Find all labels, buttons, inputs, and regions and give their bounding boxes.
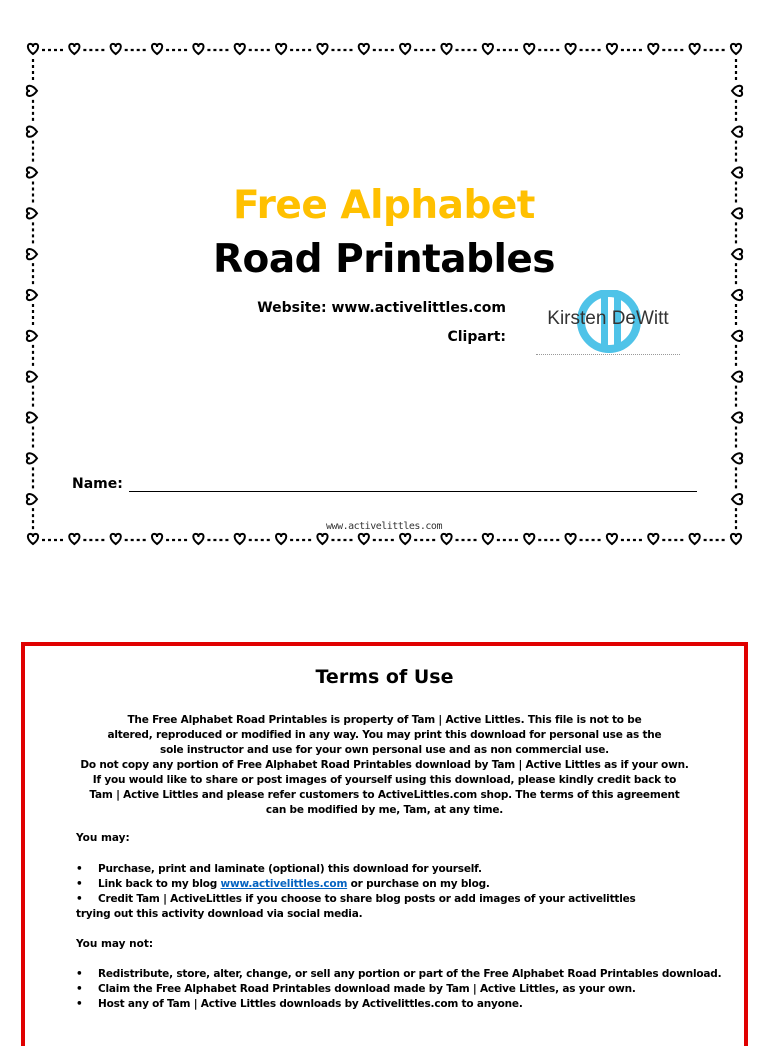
heart-icon <box>28 534 38 544</box>
heart-icon <box>441 534 451 544</box>
list-item <box>76 997 721 1012</box>
heart-icon <box>69 534 79 544</box>
you-may-not-list <box>76 967 721 1012</box>
heart-icon <box>69 44 79 54</box>
heart-icon <box>27 453 37 463</box>
heart-icon <box>607 44 617 54</box>
heart-icon <box>524 534 534 544</box>
list-item-text: Redistribute, store, alter, change, or sell any portion or part of the Free Alphabet Road Printables download. <box>98 968 722 980</box>
list-item <box>76 862 636 877</box>
terms-line: The Free Alphabet Road Printables is property of Tam | Active Littles. This file is not to be <box>127 714 642 726</box>
terms-of-use-box <box>21 642 748 1046</box>
terms-line: If you would like to share or post images of yourself using this download, please kindly credit back to <box>92 774 677 786</box>
heart-icon <box>27 494 37 504</box>
heart-icon <box>276 44 286 54</box>
list-item-text: Credit Tam | ActiveLittles if you choose to share blog posts or add images of your activelittles <box>98 893 636 905</box>
heart-icon <box>28 44 38 54</box>
heart-icon <box>359 44 369 54</box>
bullet-icon: • <box>76 863 83 875</box>
clipart-underline <box>536 354 680 355</box>
terms-line: Tam | Active Littles and please refer customers to ActiveLittles.com shop. The terms of this agreement <box>89 789 680 801</box>
heart-icon <box>27 331 37 341</box>
you-may-not-label: You may not: <box>76 938 154 950</box>
heart-icon <box>317 534 327 544</box>
title-line-1: Free Alphabet <box>233 183 535 228</box>
heart-icon <box>317 44 327 54</box>
heart-icon <box>732 86 742 96</box>
list-item-continuation: trying out this activity download via social media. <box>76 908 363 920</box>
heart-icon <box>235 44 245 54</box>
you-may-label: You may: <box>76 832 130 844</box>
heart-icon <box>193 534 203 544</box>
bullet-icon: • <box>76 998 83 1010</box>
list-item <box>76 982 721 997</box>
heart-icon <box>690 44 700 54</box>
name-blank-line <box>129 476 697 492</box>
terms-line: Do not copy any portion of Free Alphabet Road Printables download by Tam | Active Littles as if your own. <box>80 759 689 771</box>
heart-icon <box>193 44 203 54</box>
list-item <box>76 892 636 907</box>
heart-icon <box>27 290 37 300</box>
heart-icon <box>235 534 245 544</box>
bullet-icon: • <box>76 878 83 890</box>
heart-icon <box>359 534 369 544</box>
heart-icon <box>400 534 410 544</box>
bullet-icon: • <box>76 968 83 980</box>
heart-icon <box>483 534 493 544</box>
heart-icon <box>111 534 121 544</box>
terms-title: Terms of Use <box>315 666 454 688</box>
heart-icon <box>276 534 286 544</box>
terms-line: sole instructor and use for your own personal use and as non commercial use. <box>160 744 609 756</box>
heart-icon <box>483 44 493 54</box>
heart-icon <box>27 167 37 177</box>
heart-icon <box>27 412 37 422</box>
heart-icon <box>607 534 617 544</box>
heart-icon <box>732 372 742 382</box>
heart-icon <box>111 44 121 54</box>
name-field <box>72 476 697 492</box>
heart-icon <box>152 534 162 544</box>
heart-icon <box>27 86 37 96</box>
heart-icon <box>27 127 37 137</box>
bullet-icon: • <box>76 893 83 905</box>
heart-icon <box>732 494 742 504</box>
list-item-text: Host any of Tam | Active Littles downloads by Activelittles.com to anyone. <box>98 998 523 1010</box>
heart-icon <box>648 534 658 544</box>
bullet-icon: • <box>76 983 83 995</box>
heart-icon <box>732 167 742 177</box>
heart-icon <box>732 290 742 300</box>
heart-icon <box>732 331 742 341</box>
clipart-logo-text: Kirsten DeWitt <box>547 308 669 329</box>
heart-icon <box>690 534 700 544</box>
heart-icon <box>441 44 451 54</box>
website-credit: Website: www.activelittles.com <box>257 300 506 316</box>
heart-icon <box>565 44 575 54</box>
title-line-2: Road Printables <box>213 237 555 282</box>
heart-icon <box>524 44 534 54</box>
heart-icon <box>732 127 742 137</box>
heart-icon <box>732 453 742 463</box>
list-item-text: Claim the Free Alphabet Road Printables download made by Tam | Active Littles, as your own. <box>98 983 636 995</box>
terms-line: altered, reproduced or modified in any way. You may print this download for personal use as the <box>107 729 662 741</box>
heart-icon <box>731 44 741 54</box>
clipart-logo <box>536 290 680 356</box>
heart-icon <box>27 372 37 382</box>
terms-line: can be modified by me, Tam, at any time. <box>265 804 504 816</box>
list-item-text: Link back to my blog www.activelittles.com or purchase on my blog. <box>98 878 490 890</box>
you-may-list <box>76 862 636 922</box>
terms-paragraph <box>25 713 744 818</box>
heart-icon <box>731 534 741 544</box>
list-item <box>76 877 636 892</box>
heart-icon <box>152 44 162 54</box>
heart-icon <box>732 412 742 422</box>
list-item-text: Purchase, print and laminate (optional) this download for yourself. <box>98 863 482 875</box>
list-item <box>76 967 721 982</box>
blog-link[interactable]: www.activelittles.com <box>220 878 348 890</box>
heart-icon <box>400 44 410 54</box>
heart-icon <box>565 534 575 544</box>
name-label: Name: <box>72 476 123 492</box>
clipart-credit: Clipart: <box>447 329 506 345</box>
heart-icon <box>648 44 658 54</box>
footer-url: www.activelittles.com <box>326 521 442 532</box>
